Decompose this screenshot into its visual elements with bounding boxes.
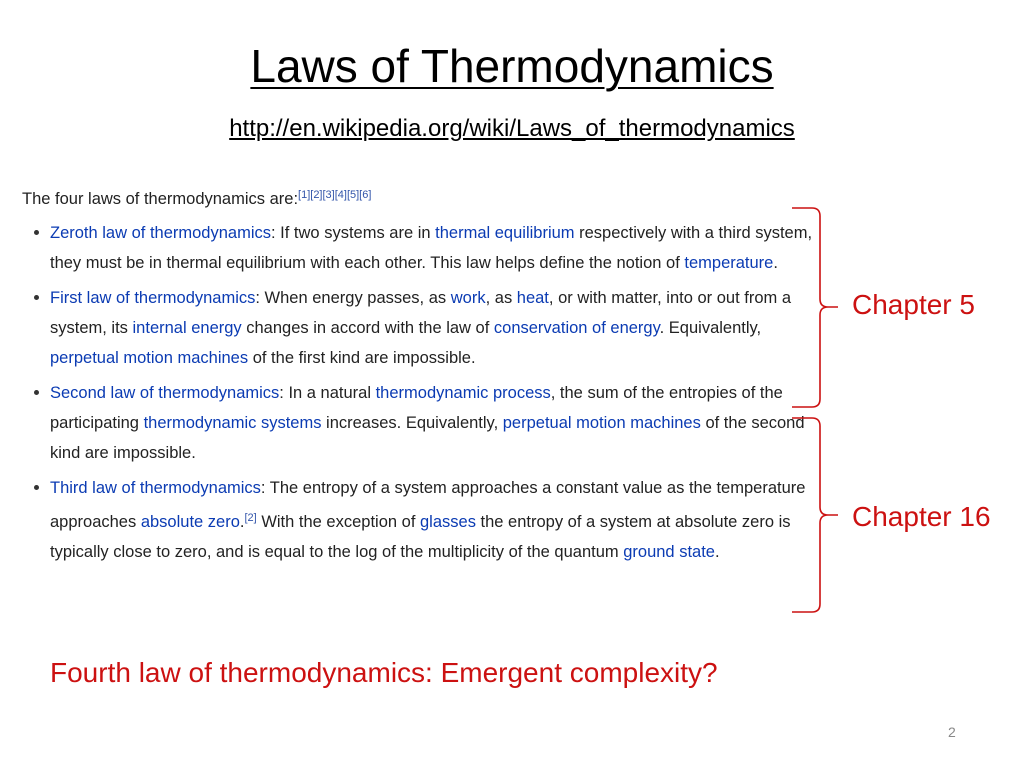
wiki-link[interactable]: thermodynamic process: [375, 384, 551, 402]
wiki-link[interactable]: ground state: [623, 543, 715, 561]
law-text: respectively with a third system, they must be in thermal equilibrium with each other. This law helps define the notion of: [50, 224, 813, 272]
bracket-chapter-16-icon: [790, 415, 840, 615]
reference-note[interactable]: [2]: [244, 512, 257, 524]
law-text: , the sum of the entropies of the participating: [50, 384, 783, 432]
wiki-link[interactable]: Zeroth law of thermodynamics: [50, 224, 272, 242]
law-text: With the exception of: [256, 513, 420, 531]
wiki-link[interactable]: internal energy: [132, 319, 242, 337]
law-text: .: [239, 513, 245, 531]
law-text: : If two systems are in: [271, 224, 436, 242]
bullet-icon: [34, 390, 39, 395]
wiki-link[interactable]: heat: [516, 289, 549, 307]
law-text: .: [714, 543, 720, 561]
bullet-icon: [34, 295, 39, 300]
law-text: : In a natural: [279, 384, 376, 402]
second-law-item: [22, 378, 822, 468]
bracket-chapter-5-icon: [790, 205, 840, 410]
intro-references[interactable]: [1][2][3][4][5][6]: [298, 189, 372, 201]
chapter-16-label: Chapter 16: [852, 501, 991, 532]
fourth-law-question: Fourth law of thermodynamics: Emergent complexity?: [50, 657, 718, 688]
law-text: the entropy of a system at absolute zero is typically close to zero, and is equal to the log of the multiplicity of the quantum: [50, 513, 791, 561]
wikipedia-link[interactable]: http://en.wikipedia.org/wiki/Laws_of_thermodynamics: [229, 115, 795, 142]
law-text: .: [773, 254, 778, 272]
bullet-icon: [34, 230, 39, 235]
wiki-link[interactable]: temperature: [684, 254, 774, 272]
law-text: : The entropy of a system approaches a constant value as the temperature approaches: [50, 479, 806, 531]
wiki-link[interactable]: Third law of thermodynamics: [50, 479, 261, 497]
wiki-link[interactable]: absolute zero: [140, 513, 240, 531]
laws-list: [22, 218, 822, 567]
first-law-item: [22, 283, 822, 373]
law-text: , as: [485, 289, 517, 307]
intro-text: The four laws of thermodynamics are:: [22, 190, 299, 208]
wiki-link[interactable]: perpetual motion machines: [502, 414, 701, 432]
chapter-5-label: Chapter 5: [852, 289, 975, 320]
wiki-link[interactable]: conservation of energy: [493, 319, 660, 337]
page-number: 2: [948, 724, 956, 740]
wiki-link[interactable]: First law of thermodynamics: [50, 289, 256, 307]
law-text: of the second kind are impossible.: [50, 414, 805, 462]
wiki-link[interactable]: thermal equilibrium: [435, 224, 575, 242]
law-text: increases. Equivalently,: [321, 414, 503, 432]
law-text: . Equivalently,: [659, 319, 762, 337]
third-law-item: [22, 473, 822, 567]
bullet-icon: [34, 485, 39, 490]
law-text: changes in accord with the law of: [241, 319, 494, 337]
wiki-link[interactable]: thermodynamic systems: [143, 414, 322, 432]
law-text: of the first kind are impossible.: [248, 349, 476, 367]
wikipedia-excerpt: [22, 180, 822, 572]
wiki-link[interactable]: perpetual motion machines: [50, 349, 249, 367]
source-url[interactable]: [0, 114, 1024, 144]
zeroth-law-item: [22, 218, 822, 278]
law-text: : When energy passes, as: [255, 289, 451, 307]
wiki-link[interactable]: Second law of thermodynamics: [50, 384, 280, 402]
slide-title: Laws of Thermodynamics: [250, 40, 774, 92]
wiki-link[interactable]: glasses: [420, 513, 476, 531]
law-text: , or with matter, into or out from a system, its: [50, 289, 792, 337]
wiki-link[interactable]: work: [450, 289, 486, 307]
excerpt-intro: [22, 180, 822, 210]
